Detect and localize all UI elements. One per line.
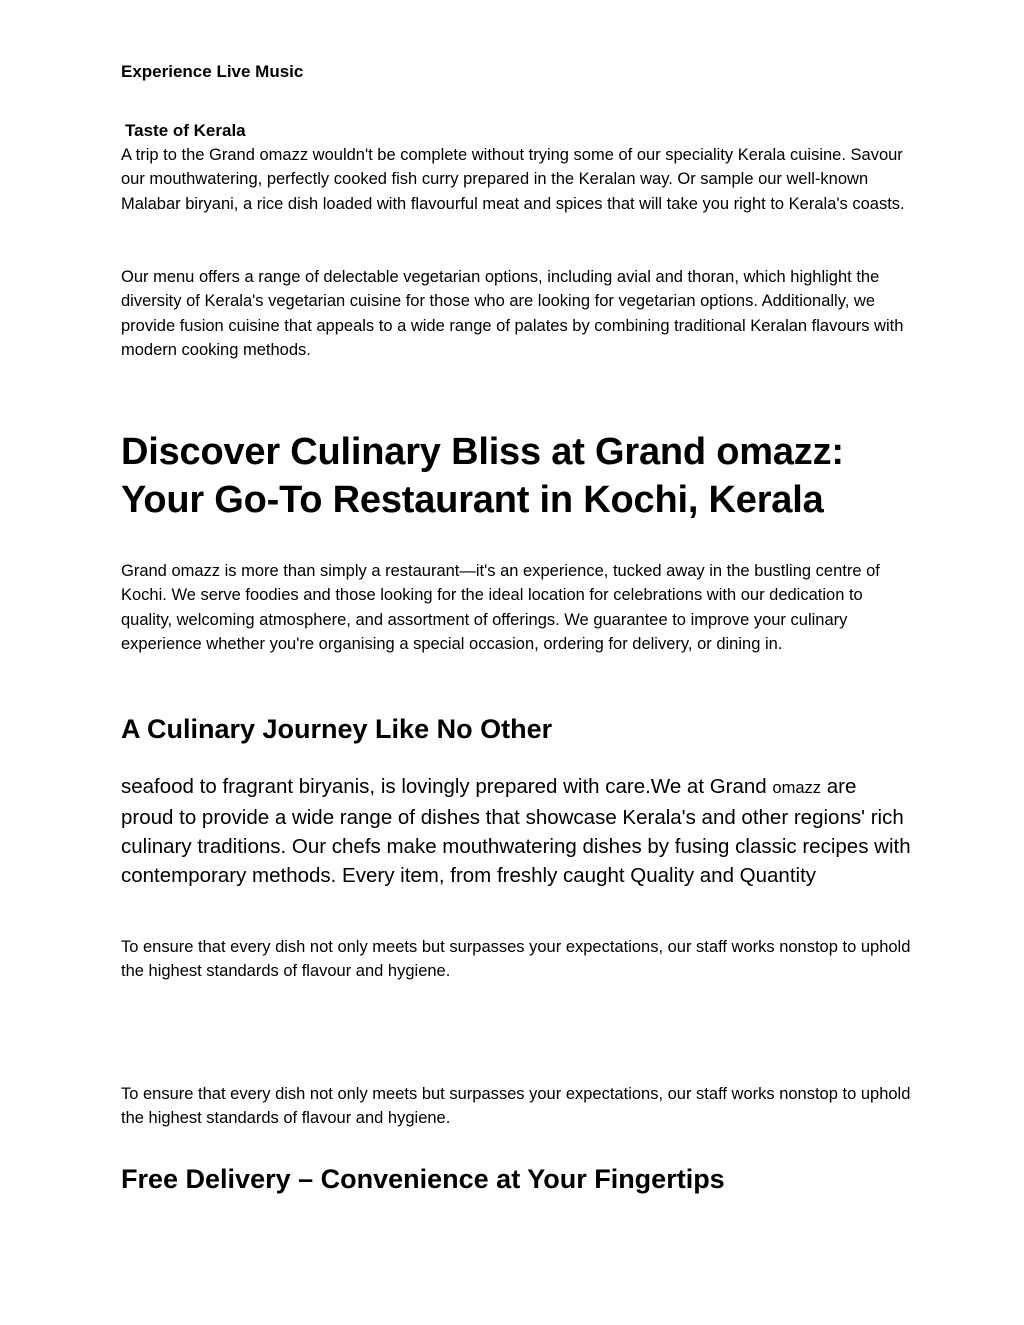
brand-name-inline: omazz — [772, 779, 822, 797]
journey-text-end: are proud to provide a wide range of dishes that showcase Kerala's and other regions' rich culinary traditions. Our chefs make mouthwatering dishes by fusing classic recipes with contemporary methods. Every item, from freshly caught Quality and Quantity — [121, 775, 911, 887]
taste-of-kerala-paragraph-2: Our menu offers a range of delectable vegetarian options, including avial and thoran, which highlight the diversity of Kerala's vegetarian cuisine for those who are looking for vegetarian options. Additionally, we provide fusion cuisine that appeals to a wide range of palates by combining traditional Keralan flavours with modern cooking methods. — [121, 268, 904, 360]
journey-text-start: seafood to fragrant biryanis, is lovingly prepared with care.We at Grand — [121, 775, 773, 798]
taste-of-kerala-heading: Taste of Kerala — [125, 121, 246, 140]
taste-of-kerala-paragraph-1: A trip to the Grand omazz wouldn't be complete without trying some of our speciality Kerala cuisine. Savour our mouthwatering, perfectly cooked fish curry prepared in the Keralan way. Or sample our well-known Malabar biryani, a rice dish loaded with flavourful meat and spices that will take you right to Kerala's coasts. — [121, 146, 905, 213]
intro-paragraph: Grand omazz is more than simply a restaurant—it's an experience, tucked away in the bustling centre of Kochi. We serve foodies and those looking for the ideal location for celebrations with our dedication to quality, welcoming atmosphere, and assortment of offerings. We guarantee to improve your culinary experience whether you're organising a special occasion, ordering for delivery, or dining in. — [121, 562, 880, 654]
quality-paragraph-2: To ensure that every dish not only meets but surpasses your expectations, our staff works nonstop to uphold the highest standards of flavour and hygiene. — [121, 1085, 911, 1128]
free-delivery-heading: Free Delivery – Convenience at Your Fingertips — [121, 1164, 725, 1194]
culinary-journey-paragraph — [121, 772, 911, 890]
quality-paragraph-1: To ensure that every dish not only meets but surpasses your expectations, our staff works nonstop to uphold the highest standards of flavour and hygiene. — [121, 938, 911, 981]
live-music-heading: Experience Live Music — [121, 62, 304, 81]
main-heading: Discover Culinary Bliss at Grand omazz: Your Go-To Restaurant in Kochi, Kerala — [121, 431, 844, 521]
culinary-journey-heading: A Culinary Journey Like No Other — [121, 714, 553, 744]
